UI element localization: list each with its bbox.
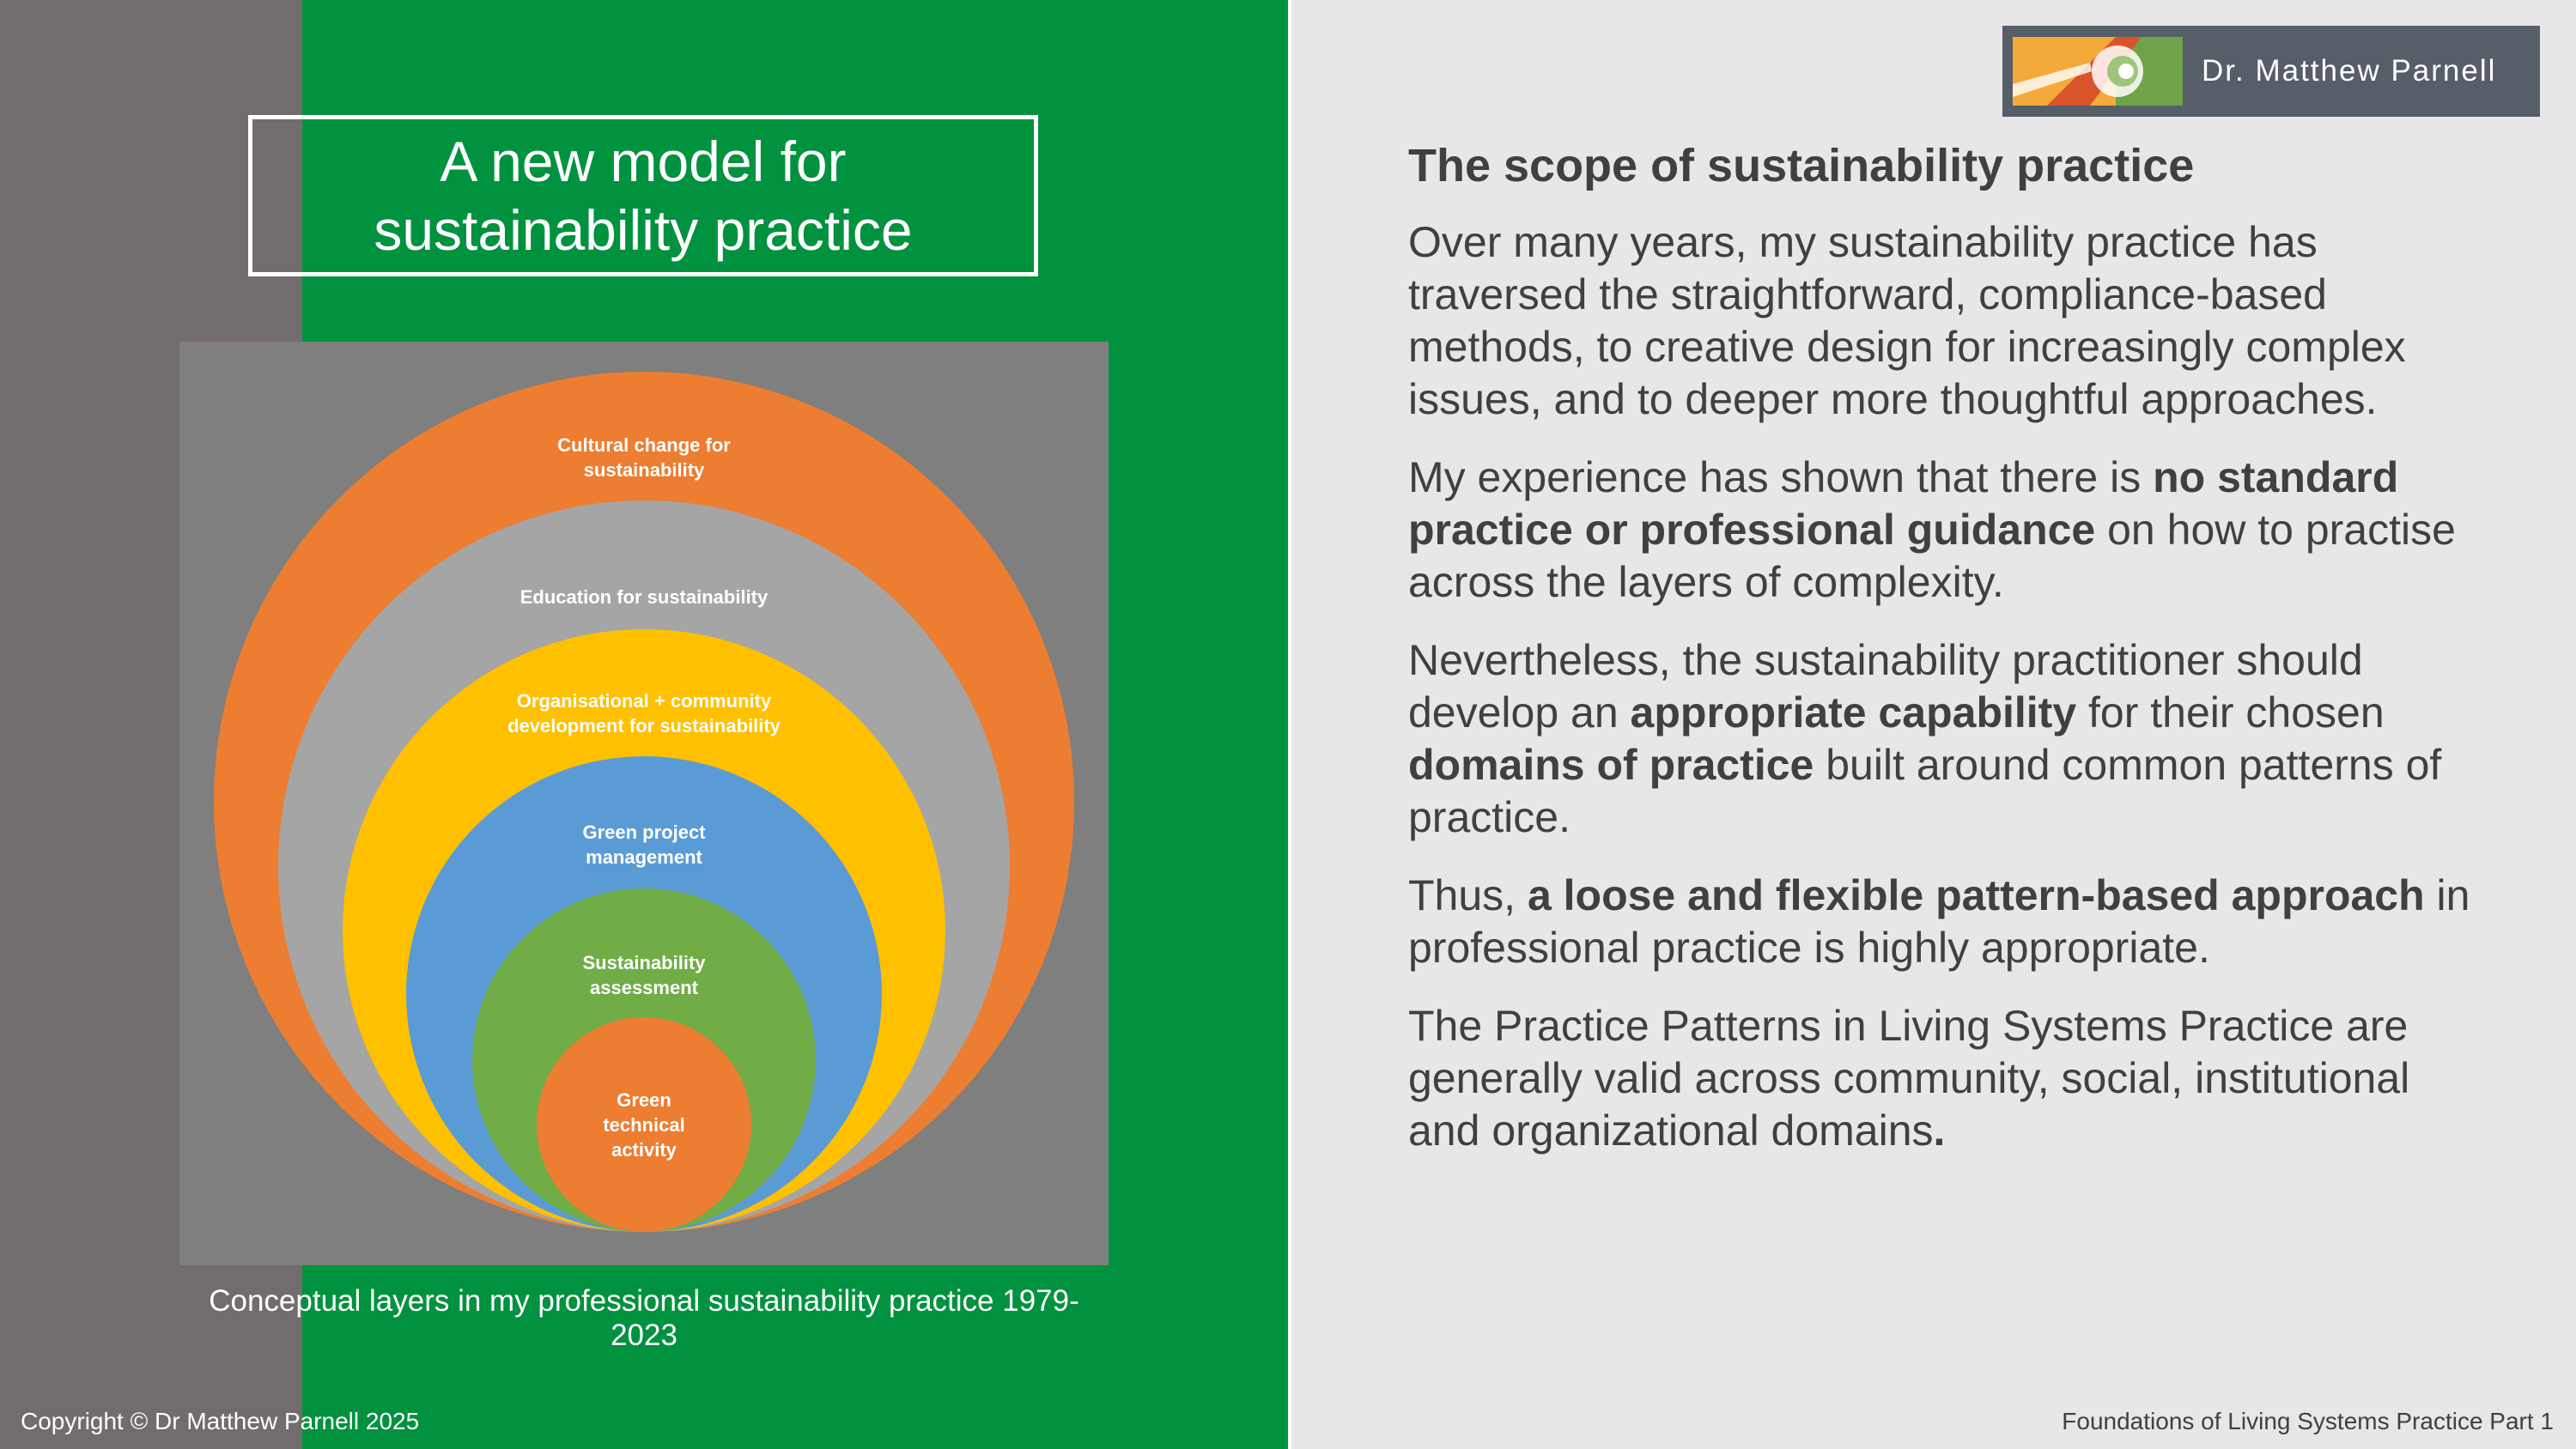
paragraph	[1408, 870, 2473, 974]
nautilus-logo-icon	[2013, 37, 2183, 106]
paragraph-text: for their chosen	[2076, 688, 2385, 737]
layer-label-line: Sustainability	[582, 952, 706, 973]
slide-title-line: sustainability practice	[374, 198, 913, 262]
author-logo	[2002, 26, 2540, 117]
layer-label-line: activity	[611, 1139, 677, 1161]
layer-label-line: Cultural change for	[557, 434, 731, 456]
author-name: Dr. Matthew Parnell	[2202, 54, 2497, 88]
layer-label-cultural-change	[557, 433, 731, 482]
paragraph	[1408, 216, 2473, 426]
layer-label-assessment	[582, 950, 705, 1000]
paragraph-text: on how to practise across the layers of complexity.	[1408, 506, 2456, 606]
layer-label-green-project	[582, 820, 705, 870]
layer-label-line: Organisational + community	[516, 690, 772, 712]
paragraph-text: Nevertheless, the sustainability practitioner should develop an	[1408, 636, 2363, 737]
copyright-footer: Copyright © Dr Matthew Parnell 2025	[21, 1408, 420, 1434]
slide-title	[374, 127, 912, 264]
layer-label-line: management	[586, 846, 702, 868]
paragraph-text: The Practice Patterns in Living Systems Practice are generally valid across community, social, institutional and organizational domains	[1408, 1002, 2410, 1155]
slide-title-line: A new model for	[440, 130, 847, 193]
layer-label-organisational	[507, 688, 781, 738]
layer-label-education	[520, 585, 768, 609]
paragraph-text: My experience has shown that there is	[1408, 453, 2154, 501]
paragraph-text: Thus,	[1408, 871, 1528, 919]
paragraph-text: in professional practice is highly appropriate.	[1408, 871, 2470, 972]
paragraph-text: built around common patterns of practice.	[1408, 741, 2442, 841]
section-heading: The scope of sustainability practice	[1408, 140, 2195, 191]
paragraph-emphasis: domains of practice	[1408, 741, 1814, 789]
layer-label-green-technical	[603, 1088, 684, 1162]
layer-label-line: sustainability	[583, 459, 705, 481]
paragraph-emphasis: .	[1933, 1106, 1946, 1155]
layer-label-line: development for sustainability	[507, 715, 781, 737]
nested-layers-diagram	[179, 342, 1109, 1265]
paragraph-text: Over many years, my sustainability practice has traversed the straightforward, compliance-based methods, to creative design for increasingly complex issues, and to deeper more thoughtful approaches.	[1408, 218, 2406, 423]
paragraph	[1408, 1000, 2473, 1157]
paragraph	[1408, 634, 2473, 844]
title-box	[248, 115, 1038, 276]
paragraph-emphasis: appropriate capability	[1630, 688, 2077, 737]
layer-label-line: Education for sustainability	[519, 586, 769, 608]
series-footer: Foundations of Living Systems Practice Part 1	[2062, 1408, 2554, 1434]
layer-label-line: Green project	[582, 822, 706, 843]
layer-label-line: assessment	[590, 977, 698, 998]
paragraph	[1408, 452, 2473, 609]
paragraph-emphasis: a loose and flexible pattern-based approach	[1527, 871, 2425, 919]
diagram-caption: Conceptual layers in my professional sustainability practice 1979-2023	[209, 1284, 1079, 1352]
paragraph-emphasis: no standard practice or professional guidance	[1408, 453, 2399, 554]
content-column	[1408, 137, 2473, 1183]
layer-label-line: technical	[603, 1114, 685, 1136]
layer-label-line: Green	[617, 1089, 671, 1111]
